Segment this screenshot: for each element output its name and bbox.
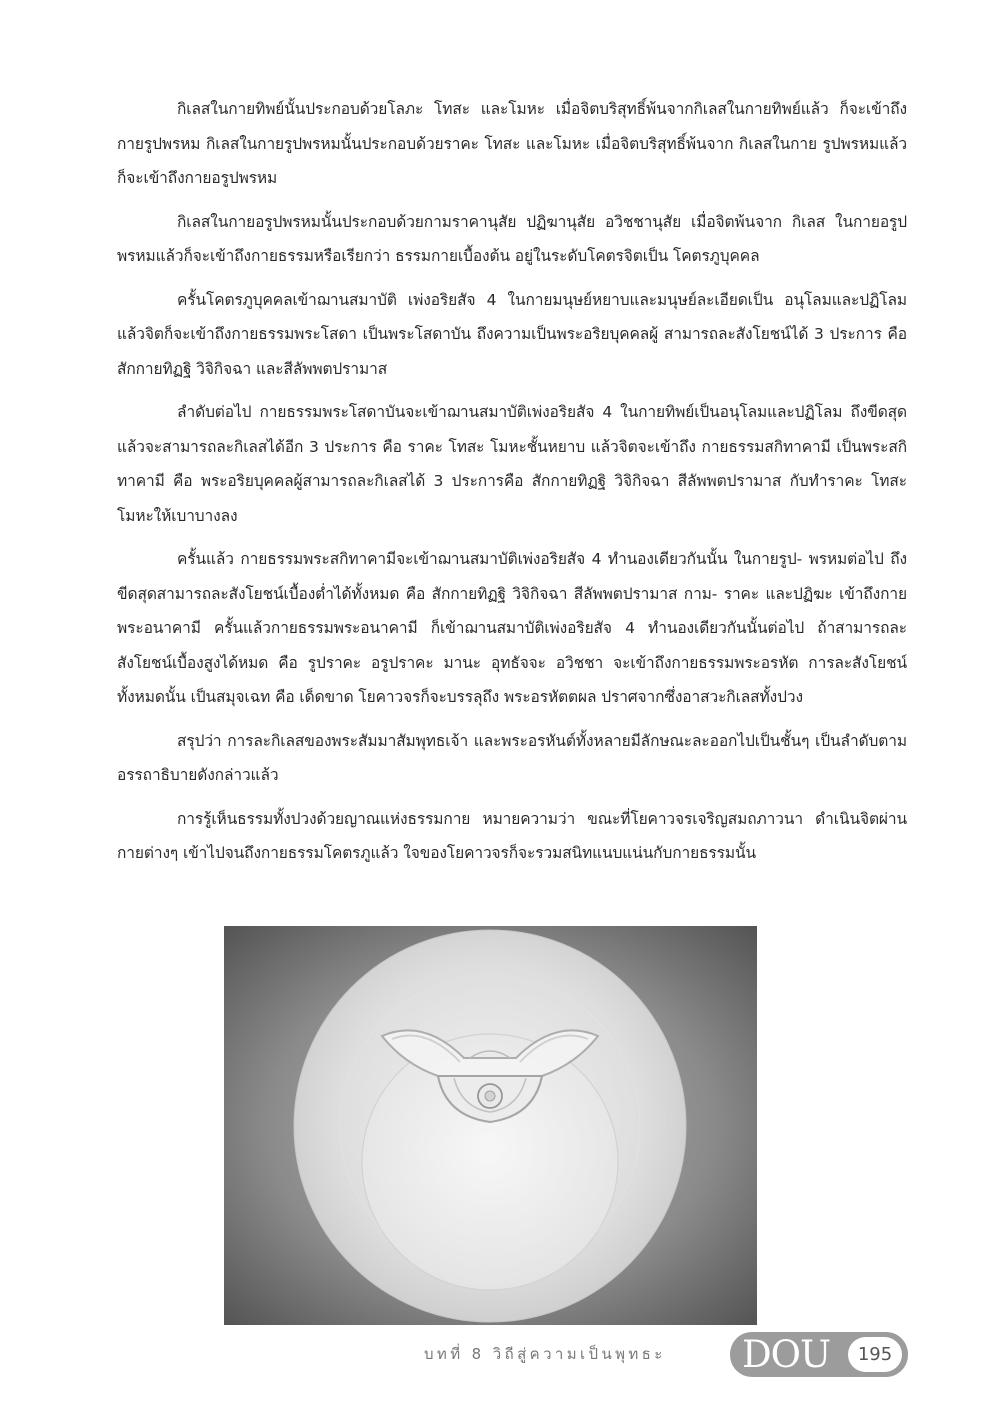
dou-logo: DOU — [742, 1333, 831, 1376]
sphere-illustration — [224, 926, 757, 1325]
paragraph: ครั้นโคตรภูบุคคลเข้าฌานสมาบัติ เพ่งอริยสัจ 4 ในกายมนุษย์หยาบและมนุษย์ละเอียดเป็น อนุโลมและปฏิโลม แล้วจิตก็จะเข้าถึงกายธรรมพระโสดา เป็นพระโสดาบัน ถึงความเป็นพระอริยบุคคลผู้ สามารถละสังโยชน์ได้ 3 ประการ คือ สักกายทิฏฐิ วิจิกิจฉา และสีลัพพตปรามาส — [117, 290, 907, 378]
paragraph: กิเลสในกายทิพย์นั้นประกอบด้วยโลภะ โทสะ และโมหะ เมื่อจิตบริสุทธิ์พ้นจากกิเลสในกายทิพย์แล้ว ก็จะเข้าถึงกายรูปพรหม กิเลสในกายรูปพรหมนั้นประกอบด้วยราคะ โทสะ และโมหะ เมื่อจิตบริสุทธิ์พ้นจาก กิเลสในกาย รูปพรหมแล้ว ก็จะเข้าถึงกายอรูปพรหม — [117, 100, 907, 187]
page-body — [117, 92, 907, 880]
paragraph: สรุปว่า การละกิเลสของพระสัมมาสัมพุทธเจ้า และพระอรหันต์ทั้งหลายมีลักษณะละออกไปเป็นชั้นๆ เป็นลำดับตามอรรถาธิบายดังกล่าวแล้ว — [117, 731, 907, 784]
dhammakaya-crystal-sphere-figure — [224, 926, 757, 1325]
chapter-title: บทที่ 8 วิถีสู่ความเป็นพุทธะ — [424, 1345, 666, 1363]
paragraph: กิเลสในกายอรูปพรหมนั้นประกอบด้วยกามราคานุสัย ปฏิฆานุสัย อวิชชานุสัย เมื่อจิตพ้นจาก กิเลส ในกายอรูปพรหมแล้วก็จะเข้าถึงกายธรรมหรือเรียกว่า ธรรมกายเบื้องต้น อยู่ในระดับโคตรจิตเป็น โคตรภูบุคคล — [117, 212, 907, 265]
page-badge — [730, 1332, 908, 1377]
page-number: 195 — [848, 1337, 902, 1372]
paragraph: ครั้นแล้ว กายธรรมพระสกิทาคามีจะเข้าฌานสมาบัติเพ่งอริยสัจ 4 ทำนองเดียวกันนั้น ในกายรูป- พรหมต่อไป ถึงขีดสุดสามารถละสังโยชน์เบื้องต่ำได้ทั้งหมด คือ สักกายทิฏฐิ วิจิกิจฉา สีลัพพตปรามาส กาม- ราคะ และปฏิฆะ เข้าถึงกายพระอนาคามี ครั้นแล้วกายธรรมพระอนาคามี ก็เข้าฌานสมาบัติเพ่งอริยสัจ 4 ทำนองเดียวกันนั้นต่อไป ถ้าสามารถละสังโยชน์เบื้องสูงได้หมด คือ รูปราคะ อรูปราคะ มานะ อุทธัจจะ อวิชชา จะเข้าถึงกายธรรมพระอรหัต การละสังโยชน์ทั้งหมดนั้น เป็นสมุจเฉท คือ เด็ดขาด โยคาวจรก็จะบรรลุถึง พระอรหัตตผล ปราศจากซึ่งอาสวะกิเลสทั้งปวง — [117, 550, 907, 706]
paragraph: การรู้เห็นธรรมทั้งปวงด้วยญาณแห่งธรรมกาย หมายความว่า ขณะที่โยคาวจรเจริญสมถภาวนา ดำเนินจิตผ่านกายต่างๆ เข้าไปจนถึงกายธรรมโคตรภูแล้ว ใจของโยคาวจรก็จะรวมสนิทแนบแน่นกับกายธรรมนั้น — [117, 809, 907, 862]
paragraph: ลำดับต่อไป กายธรรมพระโสดาบันจะเข้าฌานสมาบัติเพ่งอริยสัจ 4 ในกายทิพย์เป็นอนุโลมและปฏิโลม ถึงขีดสุดแล้วจะสามารถละกิเลสได้อีก 3 ประการ คือ ราคะ โทสะ โมหะชั้นหยาบ แล้วจิตจะเข้าถึง กายธรรมสกิทาคามี เป็นพระสกิทาคามี คือ พระอริยบุคคลผู้สามารถละกิเลสได้ 3 ประการคือ สักกายทิฏฐิ วิจิกิจฉา สีลัพพตปรามาส กับทำราคะ โทสะ โมหะให้เบาบางลง — [117, 403, 907, 525]
